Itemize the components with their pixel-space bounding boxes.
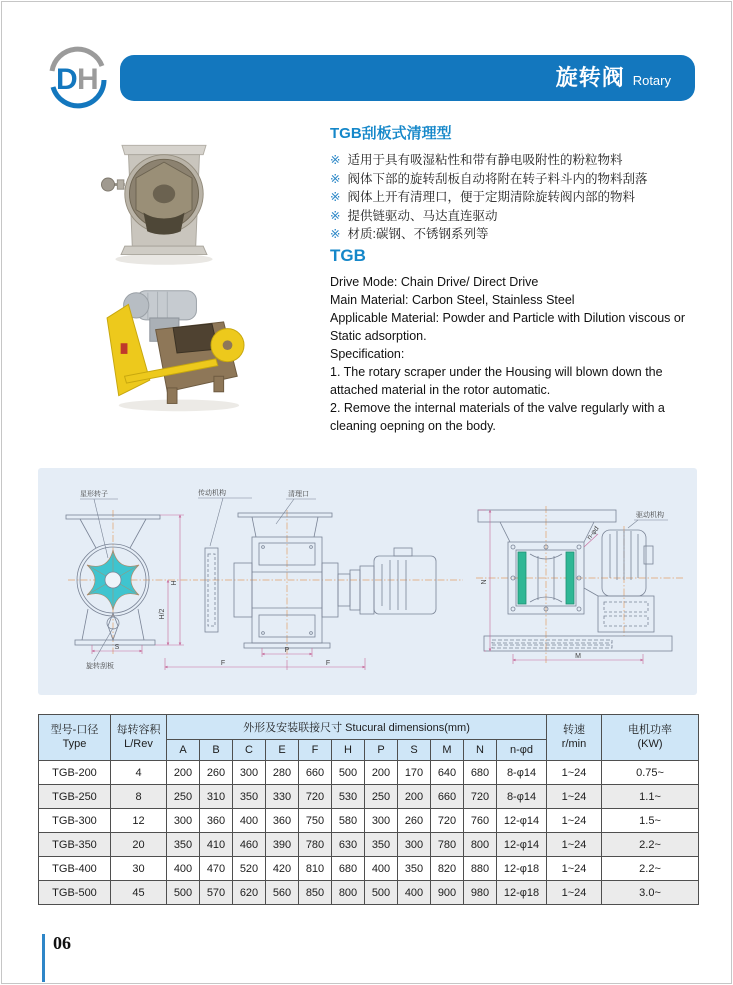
rotor-label: 星形转子 <box>80 491 108 498</box>
value-cell: 420 <box>266 857 299 881</box>
value-cell: 2.2~ <box>602 857 699 881</box>
value-cell: 350 <box>167 833 200 857</box>
col-header-type <box>39 715 111 761</box>
feature-item <box>330 170 710 189</box>
value-cell: 560 <box>266 881 299 905</box>
col-header-dimensions-group: 外形及安装联接尺寸 Stucural dimensions(mm) <box>167 715 547 740</box>
handle-knob <box>101 178 114 191</box>
value-cell: 500 <box>332 761 365 785</box>
banner-title-en: Rotary <box>632 73 671 88</box>
dim-col-header: S <box>398 740 431 761</box>
value-cell: 1~24 <box>547 809 602 833</box>
dim-p: P <box>284 647 290 654</box>
value-cell: 300 <box>365 809 398 833</box>
value-cell: 1.5~ <box>602 809 699 833</box>
logo-letter-h: H <box>77 63 99 96</box>
bullet-marker: ※ <box>330 171 341 186</box>
value-cell: 720 <box>464 785 497 809</box>
table-body <box>39 761 699 905</box>
value-cell: 300 <box>398 833 431 857</box>
value-cell: 12 <box>111 809 167 833</box>
feature-text: 适用于具有吸湿粘性和带有静电吸附性的粉粒物料 <box>347 153 623 167</box>
rotor-hub <box>105 572 121 588</box>
value-cell: 1~24 <box>547 857 602 881</box>
value-cell: 12-φ14 <box>497 833 547 857</box>
spec-list <box>330 273 712 435</box>
specs-title: TGB <box>330 246 366 265</box>
value-cell: 200 <box>398 785 431 809</box>
value-cell: 780 <box>431 833 464 857</box>
model-cell: TGB-200 <box>39 761 111 785</box>
value-cell: 680 <box>464 761 497 785</box>
valve-top-flange <box>122 145 206 154</box>
value-cell: 250 <box>167 785 200 809</box>
banner-title-zh: 旋转阀 <box>555 65 625 90</box>
table-row <box>39 833 699 857</box>
value-cell: 640 <box>431 761 464 785</box>
dim-col-header: C <box>233 740 266 761</box>
dim-col-header: B <box>200 740 233 761</box>
spec-line: Main Material: Carbon Steel, Stainless Steel <box>330 293 575 307</box>
dim-f1: F <box>220 660 226 667</box>
feature-text: 材质:碳钢、不锈钢系列等 <box>347 227 489 241</box>
spec-line: Applicable Material: Powder and Particle with Dilution viscous or Static adsorption. <box>330 311 686 343</box>
value-cell: 1~24 <box>547 881 602 905</box>
value-cell: 12-φ14 <box>497 809 547 833</box>
value-cell: 750 <box>299 809 332 833</box>
rotor-pocket-right <box>566 552 574 604</box>
feature-item <box>330 207 710 226</box>
table-row <box>39 881 699 905</box>
value-cell: 800 <box>332 881 365 905</box>
cleaning-label: 清理口 <box>288 491 309 498</box>
motor-label: 驱动机构 <box>636 512 664 519</box>
value-cell: 330 <box>266 785 299 809</box>
dim-col-header: N <box>464 740 497 761</box>
feature-text: 提供链驱动、马达直连驱动 <box>347 208 498 223</box>
value-cell: 30 <box>111 857 167 881</box>
bullet-marker: ※ <box>330 227 341 241</box>
dim-m: M <box>575 653 581 660</box>
col-header-power-zh: 电机功率 <box>628 724 673 737</box>
bullet-marker: ※ <box>330 208 341 223</box>
dh-logo <box>44 44 110 110</box>
photo-shadow <box>119 400 239 412</box>
value-cell: 360 <box>266 809 299 833</box>
value-cell: 260 <box>398 809 431 833</box>
feature-item <box>330 151 710 170</box>
features-title: TGB刮板式清理型 <box>330 125 452 142</box>
value-cell: 280 <box>266 761 299 785</box>
value-cell: 300 <box>233 761 266 785</box>
dim-col-header: P <box>365 740 398 761</box>
handle-collar <box>117 180 124 189</box>
value-cell: 360 <box>200 809 233 833</box>
scraper-label: 旋转刮板 <box>86 663 114 670</box>
model-cell: TGB-500 <box>39 881 111 905</box>
value-cell: 850 <box>299 881 332 905</box>
value-cell: 810 <box>299 857 332 881</box>
value-cell: 12-φ18 <box>497 881 547 905</box>
spec-line: Drive Mode: Chain Drive/ Direct Drive <box>330 275 539 289</box>
dim-h: H <box>171 580 178 586</box>
dimension-drawing <box>38 468 697 695</box>
value-cell: 170 <box>398 761 431 785</box>
rotor-hub <box>153 185 175 204</box>
value-cell: 500 <box>167 881 200 905</box>
bullet-marker: ※ <box>330 190 341 204</box>
model-cell: TGB-350 <box>39 833 111 857</box>
feature-item <box>330 225 710 244</box>
valve-leg <box>214 376 224 392</box>
table-row <box>39 785 699 809</box>
bullet-marker: ※ <box>330 153 341 167</box>
value-cell: 1~24 <box>547 785 602 809</box>
side-view-dims <box>165 648 365 670</box>
value-cell: 8-φ14 <box>497 785 547 809</box>
table-row <box>39 857 699 881</box>
value-cell: 630 <box>332 833 365 857</box>
section-banner <box>120 55 695 101</box>
side-view <box>205 513 436 648</box>
value-cell: 3.0~ <box>602 881 699 905</box>
model-cell: TGB-300 <box>39 809 111 833</box>
feature-list <box>330 151 710 244</box>
value-cell: 400 <box>167 857 200 881</box>
value-cell: 20 <box>111 833 167 857</box>
col-header-power <box>602 715 699 761</box>
value-cell: 520 <box>233 857 266 881</box>
spec-line: 1. The rotary scraper under the Housing will blown down the attached material in the rotor automatic. <box>330 365 663 397</box>
col-header-volume <box>111 715 167 761</box>
value-cell: 660 <box>299 761 332 785</box>
drive-label: 传动机构 <box>198 490 226 497</box>
value-cell: 200 <box>167 761 200 785</box>
value-cell: 350 <box>233 785 266 809</box>
col-header-speed-zh: 转速 <box>563 724 586 737</box>
col-header-speed-en: r/min <box>561 737 587 750</box>
value-cell: 470 <box>200 857 233 881</box>
value-cell: 8-φ14 <box>497 761 547 785</box>
spec-line: 2. Remove the internal materials of the valve regularly with a cleaning oepning on the body. <box>330 401 665 433</box>
value-cell: 1~24 <box>547 833 602 857</box>
value-cell: 350 <box>398 857 431 881</box>
dim-h2: H/2 <box>159 608 166 620</box>
value-cell: 250 <box>365 785 398 809</box>
col-header-speed <box>547 715 602 761</box>
side-motor <box>374 556 436 614</box>
end-view <box>478 510 672 651</box>
value-cell: 530 <box>332 785 365 809</box>
value-cell: 12-φ18 <box>497 857 547 881</box>
dim-col-header: E <box>266 740 299 761</box>
value-cell: 1.1~ <box>602 785 699 809</box>
dim-col-header: n-φd <box>497 740 547 761</box>
photo-shadow <box>115 254 212 265</box>
sprocket-hub <box>223 340 233 350</box>
footer-accent-bar <box>42 934 45 982</box>
valve-leg <box>167 388 177 404</box>
value-cell: 310 <box>200 785 233 809</box>
model-cell: TGB-250 <box>39 785 111 809</box>
valve-bottom-flange <box>121 246 207 254</box>
value-cell: 2.2~ <box>602 833 699 857</box>
feature-text: 阀体下部的旋转刮板自动将附在转子料斗内的物料刮落 <box>347 171 648 186</box>
product-photo-front <box>98 136 230 276</box>
col-header-volume-en: L/Rev <box>124 737 153 750</box>
value-cell: 820 <box>431 857 464 881</box>
value-cell: 260 <box>200 761 233 785</box>
table-row <box>39 809 699 833</box>
value-cell: 580 <box>332 809 365 833</box>
features-section <box>330 122 710 244</box>
dim-col-header: A <box>167 740 200 761</box>
value-cell: 760 <box>464 809 497 833</box>
dim-col-header: M <box>431 740 464 761</box>
col-header-power-en: (KW) <box>637 737 663 750</box>
feature-text: 阀体上开有清理口，便于定期清除旋转阀内部的物料 <box>347 190 635 204</box>
page-number: 06 <box>53 933 71 953</box>
value-cell: 680 <box>332 857 365 881</box>
value-cell: 800 <box>464 833 497 857</box>
value-cell: 400 <box>365 857 398 881</box>
value-cell: 500 <box>365 881 398 905</box>
col-header-volume-zh: 每转容积 <box>116 724 161 737</box>
value-cell: 8 <box>111 785 167 809</box>
dim-col-header: F <box>299 740 332 761</box>
value-cell: 980 <box>464 881 497 905</box>
spec-line: Specification: <box>330 347 405 361</box>
value-cell: 390 <box>266 833 299 857</box>
value-cell: 570 <box>200 881 233 905</box>
col-header-type-en: Type <box>62 737 87 750</box>
feature-item <box>330 188 710 207</box>
value-cell: 720 <box>299 785 332 809</box>
logo-letter-d: D <box>56 63 78 96</box>
value-cell: 720 <box>431 809 464 833</box>
value-cell: 400 <box>398 881 431 905</box>
value-cell: 460 <box>233 833 266 857</box>
warning-sticker <box>121 343 128 354</box>
rotor-pocket-left <box>518 552 526 604</box>
value-cell: 300 <box>167 809 200 833</box>
value-cell: 1~24 <box>547 761 602 785</box>
value-cell: 780 <box>299 833 332 857</box>
value-cell: 660 <box>431 785 464 809</box>
value-cell: 0.75~ <box>602 761 699 785</box>
specs-section <box>330 246 712 435</box>
drawing-panel <box>38 468 697 695</box>
value-cell: 200 <box>365 761 398 785</box>
value-cell: 45 <box>111 881 167 905</box>
dim-s: S <box>114 644 120 651</box>
model-cell: TGB-400 <box>39 857 111 881</box>
dim-col-header: H <box>332 740 365 761</box>
value-cell: 880 <box>464 857 497 881</box>
dimensions-table <box>38 714 699 905</box>
table-row <box>39 761 699 785</box>
col-header-type-zh: 型号-口径 <box>50 724 99 737</box>
end-view-dims <box>478 510 643 664</box>
product-photo-assembly <box>98 283 256 419</box>
dim-nphid: n-φd <box>586 525 601 542</box>
value-cell: 620 <box>233 881 266 905</box>
dim-n: N <box>481 579 488 585</box>
dim-f2: F <box>325 660 331 667</box>
value-cell: 410 <box>200 833 233 857</box>
value-cell: 4 <box>111 761 167 785</box>
value-cell: 350 <box>365 833 398 857</box>
value-cell: 900 <box>431 881 464 905</box>
chain-guard-outline <box>205 548 218 632</box>
value-cell: 400 <box>233 809 266 833</box>
